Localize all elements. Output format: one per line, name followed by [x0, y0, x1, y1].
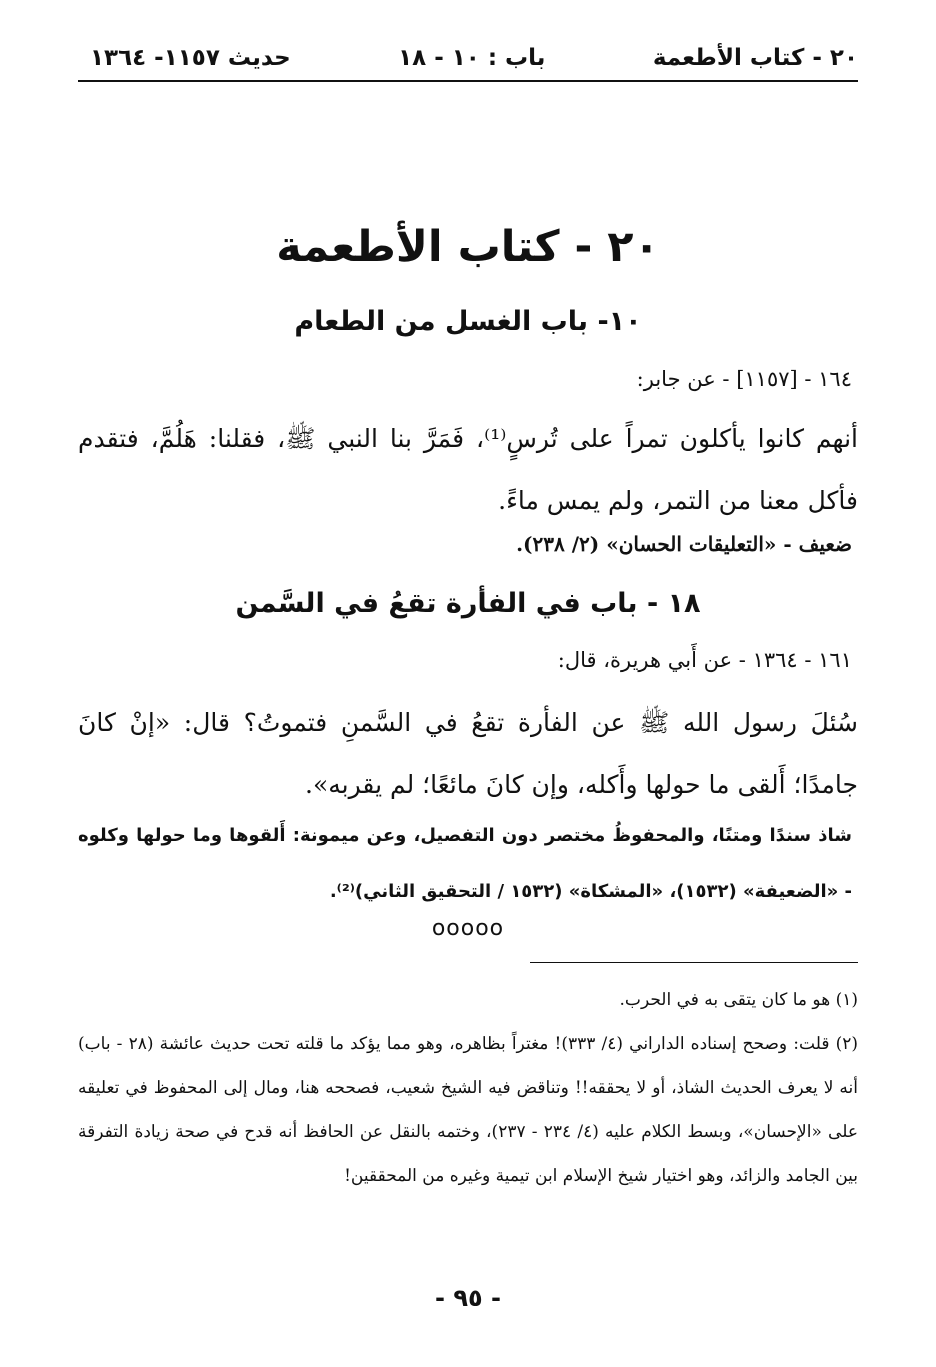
section-title-1: ١٠- باب الغسل من الطعام	[294, 306, 642, 337]
header-chapters-range: باب : ١٠ - ١٨	[398, 45, 546, 71]
header-hadith-range: حديث ١١٥٧- ١٣٦٤	[90, 45, 291, 71]
hadith-number-1: ١٦٤ - [١١٥٧] - عن جابر:	[636, 367, 852, 391]
section-title-2: ١٨ - باب في الفأرة تقعُ في السَّمن	[235, 588, 701, 619]
footnote-1: (١) هو ما كان يتقى به في الحرب.	[619, 990, 858, 1010]
header-rule	[78, 80, 858, 82]
chapter-title: ٢٠ - كتاب الأطعمة	[276, 222, 660, 272]
hadith-number-2: ١٦١ - ١٣٦٤ - عن أَبي هريرة، قال:	[557, 648, 852, 672]
page-number: - ٩٥ -	[435, 1284, 501, 1312]
header-chapter: ٢٠ - كتاب الأطعمة	[652, 45, 858, 71]
hadith-grade-2: شاذ سندًا ومتنًا، والمحفوظُ مختصر دون التفصيل، وعن ميمونة: أَلقوها وما حولها وكلوه - «الضعيفة» (١٥٣٢)، «المشكاة» (١٥٣٢ / التحقيق الثاني)⁽²⁾.	[78, 825, 852, 902]
running-header	[90, 38, 858, 78]
hadith-grade-1: ضعيف - «التعليقات الحسان» (٢/ ٢٣٨).	[516, 532, 852, 556]
footnote-rule	[530, 962, 858, 963]
hadith-text-2: سُئلَ رسول الله ﷺ عن الفأرة تقعُ في السَّمنِ فتموتُ؟ قال: «إنْ كانَ جامدًا؛ أَلقى ما حولها وأَكله، وإن كانَ مائعًا؛ لم يقربه».	[78, 708, 858, 799]
footnotes	[78, 978, 858, 1198]
footnote-2: (٢) قلت: وصحح إسناده الداراني (٤/ ٣٣٣)! مغتراً بظاهره، وهو مما يؤكد ما قلته تحت حديث عائشة (٢٨ - باب) أنه لا يعرف الحديث الشاذ، أو لا يحققه!! وتناقض فيه الشيخ شعيب، فصححه هنا، ومال إلى المحفوظ في تعليقه على «الإحسان»، وبسط الكلام عليه (٤/ ٢٣٤ - ٢٣٧)، وختمه بالنقل عن الحافظ أنه قدح في صحة زيادة التفرقة بين الجامد والزائد، وهو اختيار شيخ الإسلام ابن تيمية وغيره من المحققين!	[78, 1034, 858, 1186]
section-separator: ooooo	[431, 916, 505, 941]
hadith-text-1: أنهم كانوا يأكلون تمراً على تُرسٍ⁽¹⁾، فَمَرَّ بنا النبي ﷺ، فقلنا: هَلُمَّ، فتقدم فأكل معنا من التمر، ولم يمس ماءً.	[78, 424, 858, 515]
